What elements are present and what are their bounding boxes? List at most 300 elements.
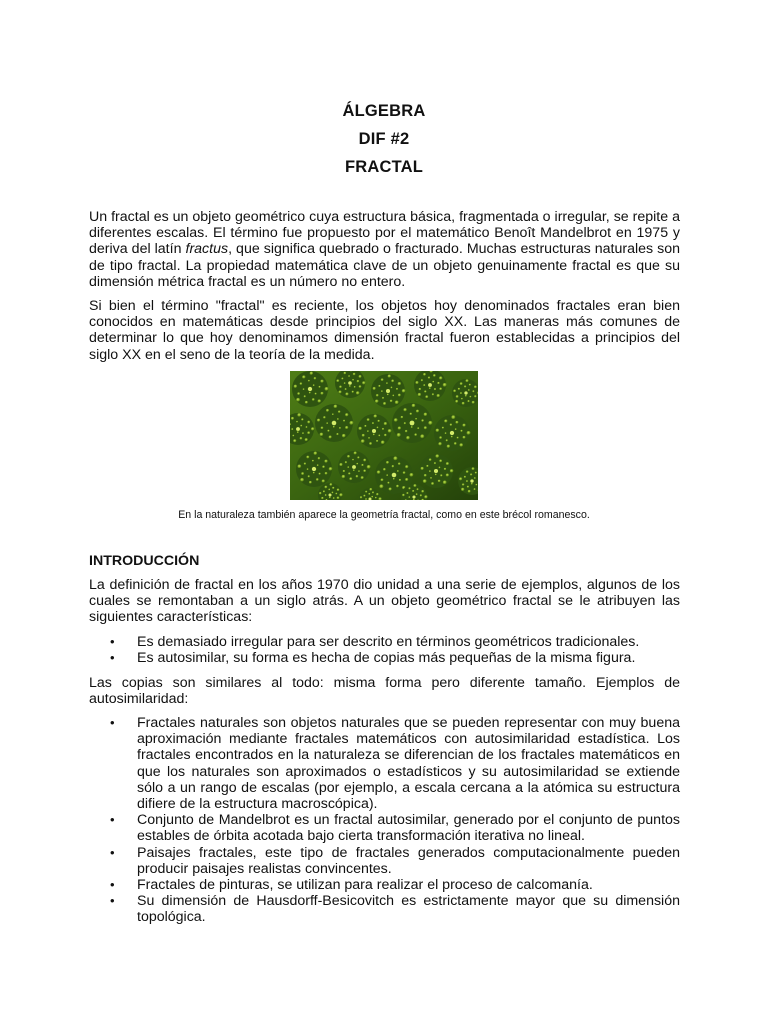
floret-bud bbox=[342, 475, 346, 479]
floret-bud bbox=[462, 424, 465, 427]
floret-bud bbox=[323, 416, 326, 419]
floret-bud bbox=[417, 427, 419, 429]
floret-tip bbox=[348, 381, 352, 385]
floret-bud bbox=[365, 491, 367, 493]
floret-bud bbox=[359, 385, 362, 388]
floret-bud bbox=[401, 416, 404, 419]
floret-bud bbox=[323, 490, 325, 492]
floret-bud bbox=[421, 467, 424, 470]
floret-bud bbox=[405, 430, 408, 433]
floret-bud bbox=[326, 409, 329, 412]
floret-bud bbox=[312, 460, 314, 462]
floret-bud bbox=[451, 436, 453, 438]
floret-bud bbox=[343, 470, 346, 473]
floret-bud bbox=[317, 464, 319, 466]
floret-bud bbox=[308, 475, 310, 477]
floret-bud bbox=[390, 400, 393, 403]
floret-bud bbox=[474, 386, 477, 389]
floret-bud bbox=[347, 466, 349, 468]
floret-bud bbox=[297, 413, 301, 417]
floret-bud bbox=[363, 459, 366, 462]
floret-bud bbox=[338, 410, 341, 413]
list-item-text: Fractales naturales son objetos naturales que se pueden representar con muy buena aproximación mediante fractales matemáticos con autosimilaridad estadística. Los fractales encontrados en la naturaleza se diferencian de los fractales matemáticos en que los naturales son aproximados o estadísticos y su autosimilaridad se extiende sólo a un rango de escalas (por ejemplo, a escala cercana a la atómica su estructura difiere de la estructura macroscópica). bbox=[137, 715, 680, 813]
floret-bud bbox=[458, 388, 460, 390]
list-item-text: Paisajes fractales, este tipo de fractales generados computacionalmente pueden producir paisajes realistas convincentes. bbox=[137, 844, 680, 877]
floret-bud bbox=[364, 425, 366, 427]
list-item-text: Es autosimilar, su forma es hecha de copias más pequeñas de la misma figura. bbox=[137, 650, 636, 667]
list-item-text: Fractales de pinturas, se utilizan para realizar el proceso de calcomanía. bbox=[137, 877, 593, 894]
floret-bud bbox=[376, 394, 379, 397]
floret-bud bbox=[361, 439, 365, 443]
floret-bud bbox=[450, 469, 454, 473]
floret-bud bbox=[403, 408, 406, 411]
floret-bud bbox=[369, 442, 372, 445]
list-item bbox=[89, 650, 680, 666]
floret-bud bbox=[301, 472, 304, 475]
floret-bud bbox=[415, 381, 418, 384]
floret-bud bbox=[296, 398, 300, 402]
floret-bud bbox=[381, 441, 385, 445]
floret-bud bbox=[354, 386, 356, 388]
floret-bud bbox=[469, 396, 471, 398]
floret-bud bbox=[406, 436, 410, 440]
floret-bud bbox=[459, 443, 463, 447]
floret-bud bbox=[354, 451, 357, 454]
paragraph-history: Si bien el término "fractal" es reciente, los objetos hoy denominados fractales eran bien conocidos en matemáticas desde principios del siglo XX. Las maneras más comunes de determinar lo que hoy denominamos dimensión fractal fueron establecidas a principios del siglo XX en el seno de la teoría de la medida. bbox=[89, 298, 680, 363]
floret-bud bbox=[369, 488, 372, 491]
floret-bud bbox=[313, 384, 315, 386]
list-item bbox=[89, 893, 680, 925]
floret-bud bbox=[303, 388, 305, 390]
floret-bud bbox=[459, 477, 462, 480]
floret-bud bbox=[402, 494, 405, 497]
floret-bud bbox=[392, 395, 394, 397]
floret-bud bbox=[345, 461, 347, 463]
floret-bud bbox=[320, 392, 323, 395]
floret-bud bbox=[444, 419, 447, 422]
floret-bud bbox=[421, 490, 424, 493]
floret-bud bbox=[382, 397, 384, 399]
floret-bud bbox=[300, 425, 302, 427]
floret-bud bbox=[406, 492, 408, 494]
floret-bud bbox=[297, 392, 300, 395]
floret-bud bbox=[376, 493, 379, 496]
floret-bud bbox=[305, 438, 308, 441]
floret-bud bbox=[337, 497, 340, 500]
floret-bud bbox=[347, 455, 350, 458]
floret-bud bbox=[335, 493, 337, 495]
floret-bud bbox=[396, 485, 399, 488]
floret-bud bbox=[421, 379, 423, 381]
floret-bud bbox=[391, 387, 393, 389]
floret-bud bbox=[333, 497, 335, 499]
floret-bud bbox=[309, 392, 311, 394]
floret-bud bbox=[397, 433, 401, 437]
floret-bud bbox=[416, 493, 418, 495]
floret-bud bbox=[372, 491, 374, 493]
floret-bud bbox=[308, 380, 310, 382]
floret-bud bbox=[444, 468, 447, 471]
floret-bud bbox=[405, 478, 408, 481]
figure-caption: En la naturaleza también aparece la geometría fractal, como en este brécol romanesco. bbox=[178, 509, 590, 521]
floret-bud bbox=[435, 454, 439, 458]
floret-bud bbox=[394, 418, 398, 422]
floret-bud bbox=[419, 388, 422, 391]
floret-bud bbox=[348, 472, 351, 475]
floret-bud bbox=[388, 429, 392, 433]
floret-bud bbox=[423, 384, 425, 386]
floret-bud bbox=[361, 464, 363, 466]
floret-bud bbox=[320, 380, 323, 383]
floret-bud bbox=[329, 496, 331, 498]
floret-bud bbox=[386, 382, 388, 384]
floret-bud bbox=[337, 418, 339, 420]
floret-bud bbox=[307, 468, 309, 470]
floret-bud bbox=[368, 493, 370, 495]
floret-bud bbox=[415, 418, 417, 420]
floret-bud bbox=[466, 480, 468, 482]
floret-bud bbox=[315, 393, 317, 395]
floret-bud bbox=[324, 460, 327, 463]
floret-bud bbox=[393, 456, 397, 460]
floret-bud bbox=[325, 494, 327, 496]
floret-bud bbox=[377, 470, 381, 474]
floret-bud bbox=[455, 428, 457, 430]
floret-bud bbox=[322, 479, 325, 482]
floret-bud bbox=[416, 410, 419, 413]
floret-bud bbox=[329, 467, 333, 471]
floret-bud bbox=[358, 427, 362, 431]
floret-bud bbox=[386, 461, 389, 464]
floret-bud bbox=[428, 376, 430, 378]
floret-bud bbox=[410, 473, 414, 477]
floret-tip bbox=[412, 495, 415, 498]
floret-bud bbox=[318, 386, 320, 388]
floret-bud bbox=[311, 427, 315, 431]
floret-bud bbox=[438, 480, 441, 483]
floret-bud bbox=[339, 463, 342, 466]
floret-bud bbox=[321, 427, 324, 430]
floret-bud bbox=[424, 390, 427, 393]
floret-bud bbox=[467, 400, 469, 402]
floret-bud bbox=[357, 380, 360, 383]
floret-bud bbox=[341, 378, 343, 380]
romanesco-illustration bbox=[290, 371, 478, 500]
floret-bud bbox=[367, 430, 369, 432]
floret-bud bbox=[439, 376, 442, 379]
floret-bud bbox=[457, 437, 459, 439]
floret-bud bbox=[388, 375, 391, 378]
floret-bud bbox=[416, 488, 418, 490]
floret-bud bbox=[468, 389, 470, 391]
paragraph-copias: Las copias son similares al todo: misma forma pero diferente tamaño. Ejemplos de autosimilaridad: bbox=[89, 675, 680, 708]
floret-bud bbox=[438, 442, 442, 446]
floret-bud bbox=[367, 418, 370, 421]
floret-tip bbox=[329, 494, 332, 497]
floret-bud bbox=[381, 378, 384, 381]
floret-bud bbox=[436, 429, 440, 433]
floret-bud bbox=[397, 470, 399, 472]
floret-bud bbox=[431, 482, 434, 485]
floret-bud bbox=[332, 487, 334, 489]
autosimilarity-examples-list bbox=[89, 715, 680, 926]
floret-bud bbox=[304, 463, 306, 465]
floret-tip bbox=[352, 465, 356, 469]
floret-bud bbox=[418, 393, 422, 397]
bullet-icon: • bbox=[110, 877, 115, 893]
floret-bud bbox=[378, 434, 380, 436]
floret-bud bbox=[461, 488, 464, 491]
floret-bud bbox=[342, 434, 346, 438]
floret-bud bbox=[306, 456, 309, 459]
floret-bud bbox=[464, 476, 466, 478]
floret-bud bbox=[465, 395, 467, 397]
floret-bud bbox=[372, 422, 374, 424]
floret-bud bbox=[327, 430, 329, 432]
floret-tip bbox=[308, 387, 312, 391]
floret-bud bbox=[432, 381, 434, 383]
list-item bbox=[89, 715, 680, 812]
floret-bud bbox=[339, 386, 342, 389]
floret-bud bbox=[465, 379, 468, 382]
floret-bud bbox=[362, 381, 365, 384]
floret-bud bbox=[440, 474, 442, 476]
floret-bud bbox=[356, 463, 358, 465]
floret-bud bbox=[375, 399, 379, 403]
floret-bud bbox=[352, 459, 354, 461]
title-topic: FRACTAL bbox=[344, 158, 424, 176]
floret-bud bbox=[386, 474, 388, 476]
floret-bud bbox=[475, 484, 477, 486]
floret-bud bbox=[297, 464, 301, 468]
floret-bud bbox=[373, 387, 376, 390]
floret-bud bbox=[296, 421, 298, 423]
floret-bud bbox=[413, 484, 416, 487]
floret-bud bbox=[474, 477, 476, 479]
floret-bud bbox=[428, 421, 432, 425]
floret-bud bbox=[314, 377, 317, 380]
floret-bud bbox=[329, 483, 332, 486]
romanesco-photo bbox=[290, 371, 478, 500]
floret-bud bbox=[343, 420, 345, 422]
floret-bud bbox=[460, 392, 462, 394]
floret-bud bbox=[414, 433, 417, 436]
floret-bud bbox=[439, 467, 441, 469]
document-title bbox=[0, 97, 768, 181]
floret-bud bbox=[396, 388, 398, 390]
floret-bud bbox=[461, 398, 463, 400]
floret-bud bbox=[339, 427, 341, 429]
floret-bud bbox=[429, 458, 432, 461]
floret-bud bbox=[453, 390, 456, 393]
floret-bud bbox=[300, 478, 304, 482]
floret-bud bbox=[399, 479, 401, 481]
floret-bud bbox=[373, 433, 375, 435]
floret-bud bbox=[356, 391, 360, 395]
floret-bud bbox=[398, 382, 402, 386]
floret-bud bbox=[408, 487, 410, 489]
floret-bud bbox=[325, 472, 328, 475]
floret-bud bbox=[429, 387, 431, 389]
floret-bud bbox=[387, 482, 389, 484]
floret-bud bbox=[383, 468, 386, 471]
floret-bud bbox=[443, 481, 447, 485]
floret-bud bbox=[337, 489, 340, 492]
floret-bud bbox=[442, 427, 444, 429]
floret-bud bbox=[464, 385, 466, 387]
floret-bud bbox=[404, 422, 406, 424]
floret-bud bbox=[328, 489, 330, 491]
floret-bud bbox=[357, 456, 359, 458]
list-item bbox=[89, 812, 680, 844]
floret-bud bbox=[456, 395, 459, 398]
floret-bud bbox=[437, 394, 440, 397]
floret-bud bbox=[314, 452, 318, 456]
floret-bud bbox=[432, 393, 434, 395]
floret-tip bbox=[450, 431, 454, 435]
floret-bud bbox=[446, 462, 449, 465]
paragraph-definition bbox=[89, 209, 680, 290]
floret-bud bbox=[294, 385, 298, 389]
bullet-icon: • bbox=[110, 634, 115, 649]
floret-bud bbox=[392, 465, 395, 468]
floret-bud bbox=[300, 437, 303, 440]
floret-bud bbox=[321, 497, 324, 500]
floret-bud bbox=[472, 390, 474, 392]
floret-bud bbox=[426, 465, 428, 467]
floret-bud bbox=[376, 440, 378, 442]
floret-tip bbox=[332, 421, 337, 426]
floret-bud bbox=[316, 478, 319, 481]
floret-bud bbox=[336, 433, 338, 435]
floret-bud bbox=[467, 486, 469, 488]
floret-bud bbox=[381, 390, 383, 392]
floret-bud bbox=[467, 431, 471, 435]
floret-bud bbox=[454, 442, 457, 445]
floret-bud bbox=[393, 478, 395, 480]
floret-bud bbox=[318, 399, 322, 403]
floret-bud bbox=[371, 496, 373, 498]
title-assignment: DIF #2 bbox=[358, 130, 410, 148]
floret-bud bbox=[395, 401, 399, 405]
floret-bud bbox=[322, 466, 325, 469]
floret-bud bbox=[410, 413, 413, 416]
floret-bud bbox=[446, 439, 448, 441]
floret-bud bbox=[361, 476, 364, 479]
paragraph-introduccion: La definición de fractal en los años 1970 dio unidad a una serie de ejemplos, algunos de los cuales se remontaban a un siglo atrás. A un objeto geométrico fractal se le atribuyen las siguientes características: bbox=[89, 577, 680, 626]
floret-bud bbox=[424, 413, 428, 417]
floret-bud bbox=[307, 431, 310, 434]
list-item bbox=[89, 877, 680, 893]
floret-bud bbox=[439, 460, 442, 463]
section-heading-introduccion: INTRODUCCIÓN bbox=[89, 553, 200, 569]
floret-tip bbox=[312, 467, 316, 471]
floret-bud bbox=[403, 471, 406, 474]
floret-bud bbox=[344, 382, 346, 384]
floret-bud bbox=[389, 487, 392, 490]
floret-bud bbox=[333, 426, 335, 428]
floret-bud bbox=[420, 494, 422, 496]
list-item bbox=[89, 634, 680, 650]
floret-bud bbox=[473, 488, 475, 490]
floret-bud bbox=[455, 421, 458, 424]
floret-bud bbox=[363, 470, 366, 473]
floret-bud bbox=[412, 404, 416, 408]
floret-bud bbox=[443, 383, 447, 387]
floret-bud bbox=[349, 385, 351, 387]
floret-bud bbox=[430, 477, 432, 479]
floret-bud bbox=[424, 495, 427, 498]
floret-tip bbox=[434, 469, 438, 473]
floret-bud bbox=[325, 387, 329, 391]
floret-bud bbox=[402, 389, 406, 393]
floret-bud bbox=[381, 478, 384, 481]
floret-bud bbox=[472, 401, 475, 404]
floret-bud bbox=[434, 462, 436, 464]
floret-bud bbox=[353, 373, 356, 376]
floret-bud bbox=[462, 402, 465, 405]
floret-bud bbox=[319, 492, 322, 495]
floret-bud bbox=[433, 374, 436, 377]
floret-bud bbox=[359, 375, 362, 378]
floret-tip bbox=[410, 421, 415, 426]
floret-bud bbox=[412, 490, 414, 492]
floret-bud bbox=[291, 428, 293, 430]
floret-bud bbox=[345, 392, 348, 395]
floret-bud bbox=[318, 457, 321, 460]
floret-bud bbox=[309, 481, 312, 484]
floret-bud bbox=[439, 388, 442, 391]
floret-bud bbox=[475, 472, 477, 474]
floret-bud bbox=[450, 424, 453, 427]
floret-bud bbox=[429, 470, 431, 472]
floret-bud bbox=[360, 496, 363, 499]
floret-bud bbox=[334, 405, 338, 409]
floret-tip bbox=[392, 473, 397, 478]
floret-bud bbox=[391, 380, 394, 383]
floret-bud bbox=[470, 473, 472, 475]
list-item bbox=[89, 845, 680, 877]
floret-bud bbox=[377, 420, 380, 423]
bullet-icon: • bbox=[110, 893, 115, 909]
floret-bud bbox=[424, 474, 427, 477]
floret-bud bbox=[353, 469, 355, 471]
floret-tip bbox=[428, 383, 432, 387]
floret-bud bbox=[318, 473, 320, 475]
floret-bud bbox=[378, 385, 380, 387]
floret-bud bbox=[398, 462, 401, 465]
floret-bud bbox=[292, 435, 294, 437]
floret-bud bbox=[345, 426, 348, 429]
floret-bud bbox=[305, 401, 308, 404]
floret-bud bbox=[310, 372, 314, 376]
floret-tip bbox=[296, 427, 300, 431]
bullet-icon: • bbox=[110, 812, 115, 828]
floret-bud bbox=[329, 436, 332, 439]
floret-bud bbox=[300, 382, 303, 385]
floret-bud bbox=[313, 472, 315, 474]
floret-bud bbox=[375, 497, 377, 499]
floret-bud bbox=[301, 418, 304, 421]
floret-bud bbox=[332, 413, 334, 415]
bullet-icon: • bbox=[110, 715, 115, 730]
characteristics-list bbox=[89, 634, 680, 666]
floret-bud bbox=[460, 430, 462, 432]
paragraph-definition-part2: , que significa quebrado o fracturado. Muchas estructuras naturales son de tipo fractal. La propiedad matemática clave de un objeto genuinamente fractal es que su dimensión métrica fractal es un número no entero. bbox=[89, 241, 681, 290]
floret-tip bbox=[464, 391, 467, 394]
floret-tip bbox=[372, 429, 376, 433]
floret-bud bbox=[434, 388, 436, 390]
